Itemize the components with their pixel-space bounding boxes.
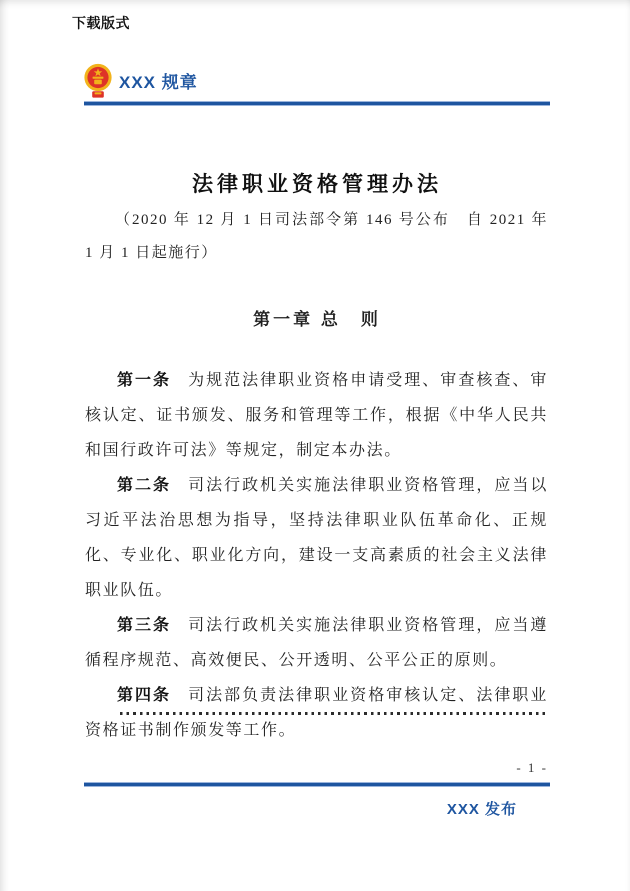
article-text: 司法部负责法律职业资格审核认定、法律职业资格证书制作颁发等工作。 [85,687,548,739]
page-number: - 1 - [516,760,548,775]
article-number-label: 第四条 [117,687,172,704]
footer-rule [84,782,550,787]
document-body [85,363,548,748]
footer-publisher-label: XXX 发布 [446,801,517,818]
article-text: 司法行政机关实施法律职业资格管理，应当遵循程序规范、高效便民、公开透明、公平公正的原则。 [85,617,548,669]
article-number-label: 第一条 [117,372,172,389]
article-text: 为规范法律职业资格申请受理、审查核查、审核认定、证书颁发、服务和管理等工作，根据《中华人民共和国行政许可法》等规定，制定本办法。 [85,372,548,459]
article-text: 司法行政机关实施法律职业资格管理，应当以习近平法治思想为指导，坚持法律职业队伍革命化、正规化、专业化、职业化方向，建设一支高素质的社会主义法律职业队伍。 [85,477,548,599]
promulgation-line: （2020 年 12 月 1 日司法部令第 146 号公布 自 2021 年 1 月 1 日起施行） [85,212,548,261]
download-format-link[interactable]: 下载版式 [72,17,130,32]
truncation-dots [120,712,548,715]
chapter-heading: 第一章 总 则 [253,310,381,329]
document-title: 法律职业资格管理办法 [192,172,442,196]
header-agency-label: XXX 规章 [119,72,198,92]
china-national-emblem-icon [84,62,112,99]
header-rule [84,101,550,106]
article-number-label: 第二条 [117,477,172,494]
article-paragraph [85,468,548,608]
article-number-label: 第三条 [117,617,172,634]
article-paragraph [85,363,548,468]
article-paragraph [85,608,548,678]
document-header [84,61,198,99]
